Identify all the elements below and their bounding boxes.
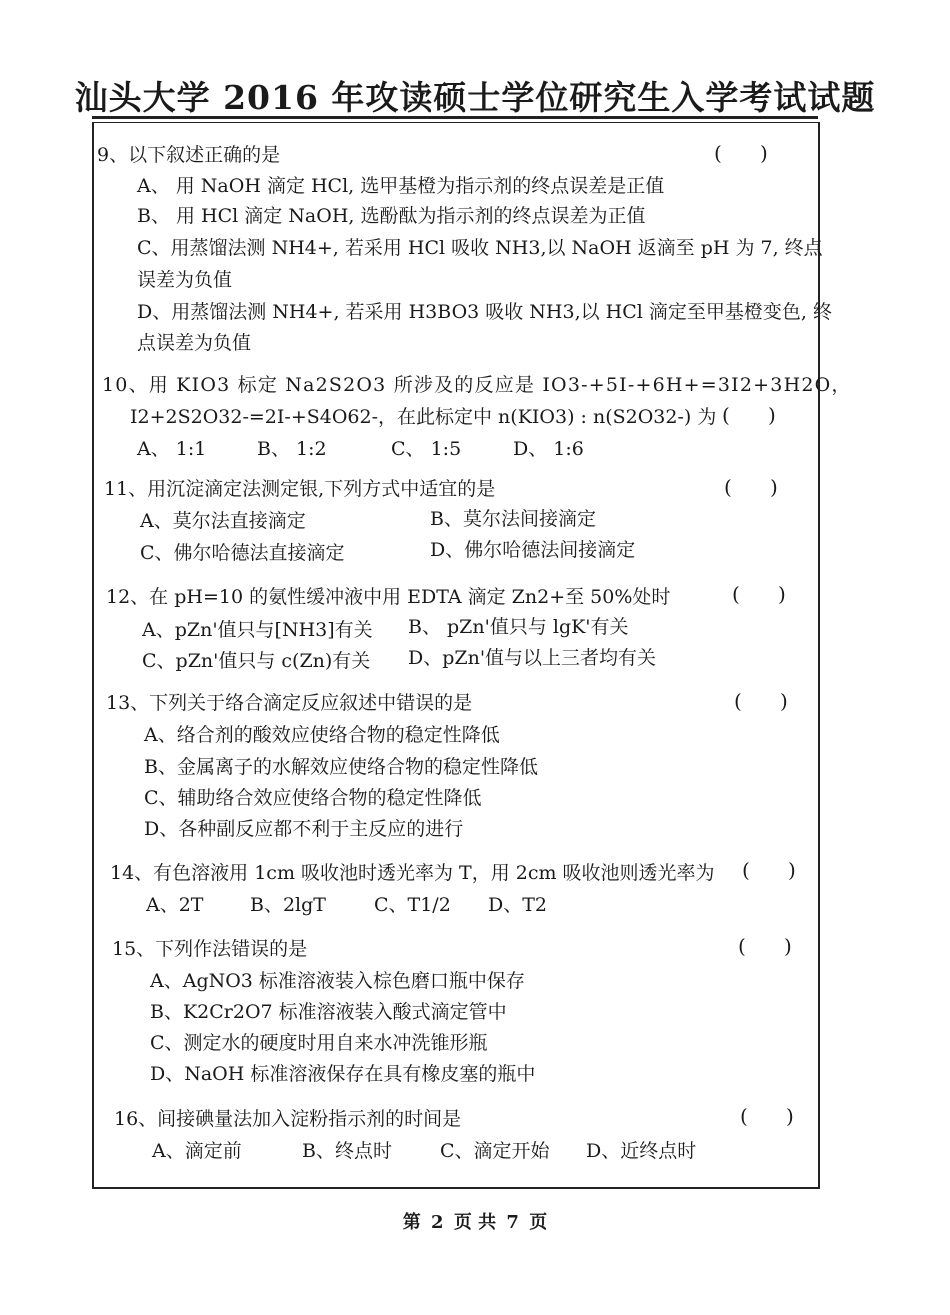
question-9-option-d-line2: 点误差为负值: [137, 332, 252, 354]
question-9-option-b: B、 用 HCl 滴定 NaOH, 选酚酞为指示剂的终点误差为正值: [137, 205, 646, 227]
question-14-option-d: D、T2: [488, 894, 547, 916]
title-rule: [92, 116, 818, 119]
question-16-answer-bracket[interactable]: ( ): [740, 1104, 794, 1128]
footer-total-pages: 7: [506, 1212, 519, 1233]
question-10-answer-bracket[interactable]: ( ): [722, 403, 776, 427]
question-10-stem-line1: 10、用 KIO3 标定 Na2S2O3 所涉及的反应是 IO3-+5I-+6H+=3I2+3H2O，: [102, 374, 852, 396]
question-13-option-c: C、辅助络合效应使络合物的稳定性降低: [144, 787, 482, 809]
question-11-option-b: B、莫尔法间接滴定: [430, 508, 596, 530]
question-10-stem-line2: I2+2S2O32-=2I-+S4O62-，在此标定中 n(KIO3) : n(S2O32-) 为: [130, 406, 717, 428]
page-footer: [0, 1208, 950, 1234]
question-16-option-d: D、近终点时: [586, 1140, 697, 1162]
question-9-option-c-line2: 误差为负值: [137, 269, 233, 291]
question-9-answer-bracket[interactable]: ( ): [714, 141, 768, 165]
question-10-option-b: B、 1:2: [257, 438, 327, 460]
question-14-stem: 14、有色溶液用 1cm 吸收池时透光率为 T，用 2cm 吸收池则透光率为: [110, 862, 715, 884]
question-12-option-d: D、pZn'值与以上三者均有关: [408, 647, 657, 669]
question-13-stem: 13、下列关于络合滴定反应叙述中错误的是: [106, 692, 473, 714]
question-12-answer-bracket[interactable]: ( ): [732, 582, 786, 606]
footer-middle: 页 共: [453, 1212, 497, 1233]
question-11-option-c: C、佛尔哈德法直接滴定: [140, 542, 345, 564]
question-12-option-b: B、 pZn'值只与 lgK'有关: [408, 616, 629, 638]
question-10-option-d: D、 1:6: [513, 438, 584, 460]
page-title: 汕头大学 2016 年攻读硕士学位研究生入学考试试题: [74, 78, 876, 117]
question-9-stem: 9、以下叙述正确的是: [97, 144, 281, 166]
question-15-option-c: C、测定水的硬度时用自来水冲洗锥形瓶: [150, 1032, 488, 1054]
question-16-stem: 16、间接碘量法加入淀粉指示剂的时间是: [114, 1108, 462, 1130]
question-14-option-c: C、T1/2: [374, 894, 451, 916]
question-12-stem: 12、在 pH=10 的氨性缓冲液中用 EDTA 滴定 Zn2+至 50%处时: [106, 586, 671, 608]
question-15-option-d: D、NaOH 标准溶液保存在具有橡皮塞的瓶中: [150, 1063, 536, 1085]
footer-suffix: 页: [529, 1212, 548, 1233]
question-10-options-row: [137, 434, 584, 464]
question-9-option-d-line1: D、用蒸馏法测 NH4+, 若采用 H3BO3 吸收 NH3,以 HCl 滴定至甲基橙变色, 终: [137, 301, 832, 323]
question-14-option-b: B、2lgT: [250, 894, 326, 916]
question-16-option-b: B、终点时: [302, 1140, 392, 1162]
question-12-option-c: C、pZn'值只与 c(Zn)有关: [142, 650, 371, 672]
question-10-option-c: C、 1:5: [391, 438, 462, 460]
footer-prefix: 第: [402, 1212, 421, 1233]
question-15-stem: 15、下列作法错误的是: [112, 938, 308, 960]
question-12-option-a: A、pZn'值只与[NH3]有关: [142, 619, 373, 641]
question-13-option-b: B、金属离子的水解效应使络合物的稳定性降低: [144, 756, 538, 778]
question-11-option-a: A、莫尔法直接滴定: [140, 510, 306, 532]
question-15-option-a: A、AgNO3 标准溶液装入棕色磨口瓶中保存: [150, 970, 525, 992]
question-13-option-a: A、络合剂的酸效应使络合物的稳定性降低: [144, 724, 500, 746]
question-15-option-b: B、K2Cr2O7 标准溶液装入酸式滴定管中: [150, 1001, 507, 1023]
question-10-option-a: A、 1:1: [137, 438, 207, 460]
question-13-answer-bracket[interactable]: ( ): [734, 689, 788, 713]
question-14-option-a: A、2T: [146, 894, 204, 916]
question-16-option-c: C、滴定开始: [440, 1140, 550, 1162]
question-9-option-a: A、 用 NaOH 滴定 HCl, 选甲基橙为指示剂的终点误差是正值: [137, 175, 665, 197]
question-11-answer-bracket[interactable]: ( ): [724, 475, 778, 499]
question-14-answer-bracket[interactable]: ( ): [742, 858, 796, 882]
question-13-option-d: D、各种副反应都不利于主反应的进行: [144, 818, 464, 840]
question-15-answer-bracket[interactable]: ( ): [738, 934, 792, 958]
question-11-stem: 11、用沉淀滴定法测定银,下列方式中适宜的是: [104, 478, 496, 500]
question-16-options-row: [152, 1136, 696, 1166]
question-14-options-row: [146, 890, 547, 920]
footer-page-number: 2: [431, 1212, 444, 1233]
question-16-option-a: A、滴定前: [152, 1140, 242, 1162]
question-9-option-c-line1: C、用蒸馏法测 NH4+, 若采用 HCl 吸收 NH3,以 NaOH 返滴至 pH 为 7, 终点: [137, 237, 823, 259]
question-11-option-d: D、佛尔哈德法间接滴定: [430, 539, 636, 561]
